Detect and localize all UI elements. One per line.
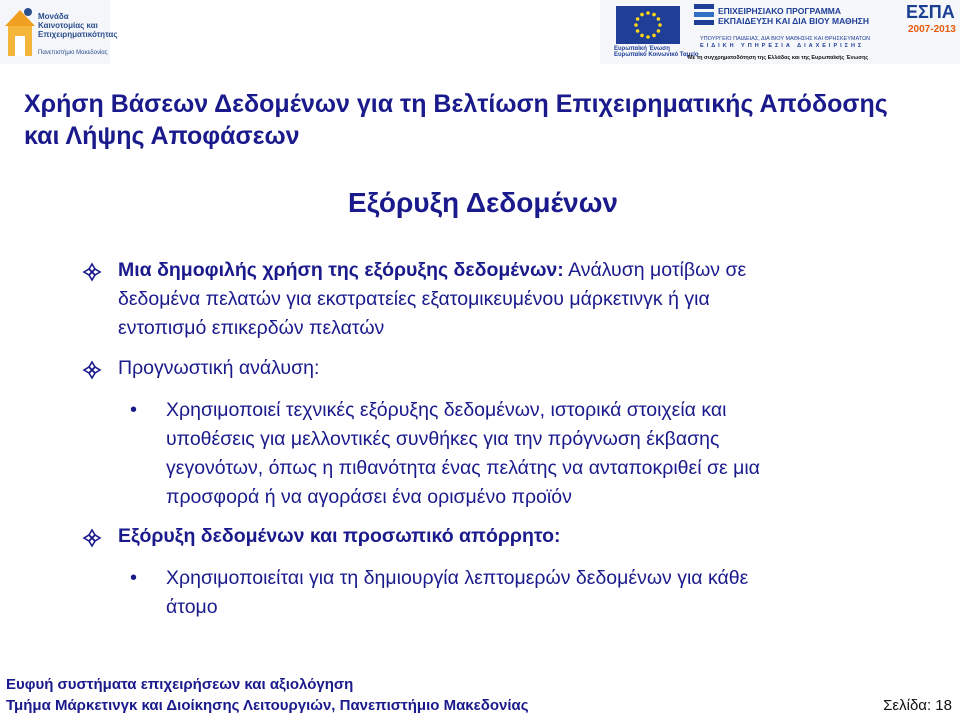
page-number: Σελίδα: 18 (883, 697, 952, 714)
eu-caption-1: Ευρωπαϊκή Ένωση (614, 46, 670, 52)
espa-logo-word: ΕΣΠΑ (906, 2, 955, 22)
ministry-line: ΥΠΟΥΡΓΕΙΟ ΠΑΙΔΕΙΑΣ, ΔΙΑ ΒΙΟΥ ΜΑΘΗΣΗΣ ΚΑΙ ΘΡΗΣΚΕΥΜΑΤΩΝ (700, 36, 871, 42)
innovation-unit-name (38, 12, 118, 39)
special-service-line: ΕΙΔΙΚΗ ΥΠΗΡΕΣΙΑ ΔΙΑΧΕΙΡΙΣΗΣ (700, 43, 865, 49)
dot-bullet-icon: • (130, 399, 138, 421)
slide-subtitle: Εξόρυξη Δεδομένων (348, 187, 618, 218)
item-1-bold: Μια δημοφιλής χρήση της εξόρυξης δεδομένων: (118, 259, 564, 281)
title-line-1: Χρήση Βάσεων Δεδομένων για τη Βελτίωση Επιχειρηματικής Απόδοσης (24, 90, 888, 118)
item-2-label: Προγνωστική ανάλυση: (118, 357, 320, 379)
operational-program-logo-icon (694, 4, 714, 26)
footer-department: Τμήμα Μάρκετινγκ και Διοίκησης Λειτουργιών, Πανεπιστήμιο Μακεδονίας (6, 697, 529, 714)
item-2-sub-line-1: Χρησιμοποιεί τεχνικές εξόρυξης δεδομένων, ιστορικά στοιχεία και (166, 399, 727, 421)
item-3-sub-line-1: Χρησιμοποιείται για τη δημιουργία λεπτομερών δεδομένων για κάθε (166, 567, 749, 589)
logo-line-1: Μονάδα (38, 12, 69, 21)
ep-line-1: ΕΠΙΧΕΙΡΗΣΙΑΚΟ ΠΡΟΓΡΑΜΜΑ (718, 6, 842, 16)
espa-logo-years: 2007-2013 (908, 24, 956, 35)
item-3-sub-line-2: άτομο (166, 596, 218, 618)
item-2-sub-line-2: υποθέσεις για μελλοντικές συνθήκες για την πρόγνωση έκβασης (166, 428, 720, 450)
footer-course: Ευφυή συστήματα επιχειρήσεων και αξιολόγηση (6, 676, 354, 693)
item-2-sub-line-4: προσφορά ή να αγοράσει ένα ορισμένο προϊόν (166, 486, 572, 508)
item-1-line-1 (118, 256, 746, 286)
header-logos (0, 0, 960, 64)
logo-university: Πανεπιστήμιο Μακεδονίας (38, 50, 108, 56)
item-3-label: Εξόρυξη δεδομένων και προσωπικό απόρρητο: (118, 525, 561, 547)
innovation-unit-logo (0, 0, 118, 64)
ep-line-2: ΕΚΠΑΙΔΕΥΣΗ ΚΑΙ ΔΙΑ ΒΙΟΥ ΜΑΘΗΣΗ (718, 16, 870, 26)
eu-flag-icon (616, 6, 680, 44)
title-line-2: και Λήψης Αποφάσεων (24, 122, 300, 150)
dot-bullet-icon: • (130, 567, 138, 589)
logo-line-2: Καινοτομίας και (38, 21, 98, 30)
item-1-line-2: δεδομένα πελατών για εκστρατείες εξατομικευμένου μάρκετινγκ ή για (118, 288, 710, 310)
diamond-bullet-icon (82, 360, 102, 380)
slide-title (24, 88, 944, 152)
operational-program-title (718, 6, 869, 26)
diamond-bullet-icon (82, 262, 102, 282)
diamond-bullet-icon (82, 528, 102, 548)
cofunding-text: Με τη συγχρηματοδότηση της Ελλάδας και της Ευρωπαϊκής Ένωσης (688, 55, 869, 61)
item-2-sub-line-3: γεγονότων, όπως η πιθανότητα ένας πελάτης να ανταποκριθεί σε μια (166, 457, 760, 479)
item-1-rest: Ανάλυση μοτίβων σε (563, 259, 747, 281)
funding-logos (600, 0, 960, 64)
house-logo-icon (3, 4, 37, 60)
eu-caption-2: Ευρωπαϊκό Κοινωνικό Ταμείο (614, 52, 699, 58)
logo-line-3: Επιχειρηματικότητας (38, 30, 118, 39)
ministry-text (700, 36, 870, 50)
item-1-line-3: εντοπισμό επικερδών πελατών (118, 317, 385, 339)
eu-caption (614, 46, 699, 58)
